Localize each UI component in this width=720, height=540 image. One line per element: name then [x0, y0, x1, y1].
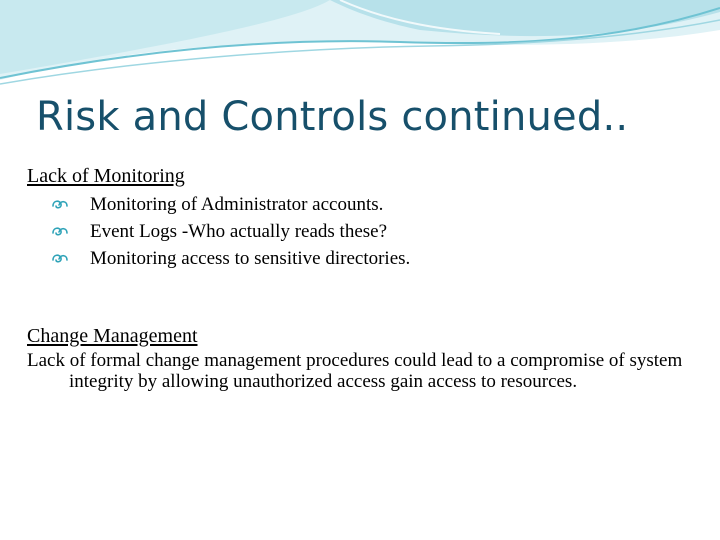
- section-heading-change-management: Change Management: [27, 325, 198, 347]
- swirl-bullet-icon: [50, 245, 70, 272]
- change-management-paragraph: Lack of formal change management procedures could lead to a compromise of system integrity by allowing unauthorized access gain access to resources.: [27, 350, 683, 392]
- bullet-item: [50, 245, 410, 272]
- bullet-text: Event Logs -Who actually reads these?: [90, 221, 388, 242]
- decorative-wave-header: [0, 0, 720, 90]
- section-heading-monitoring: Lack of Monitoring: [27, 165, 185, 187]
- slide-title: Risk and Controls continued..: [36, 94, 629, 140]
- monitoring-bullet-list: [50, 191, 410, 272]
- bullet-text: Monitoring access to sensitive directories.: [90, 248, 411, 269]
- swirl-bullet-icon: [50, 218, 70, 245]
- bullet-item: [50, 218, 410, 245]
- bullet-text: Monitoring of Administrator accounts.: [90, 194, 384, 215]
- swirl-bullet-icon: [50, 191, 70, 218]
- bullet-item: [50, 191, 410, 218]
